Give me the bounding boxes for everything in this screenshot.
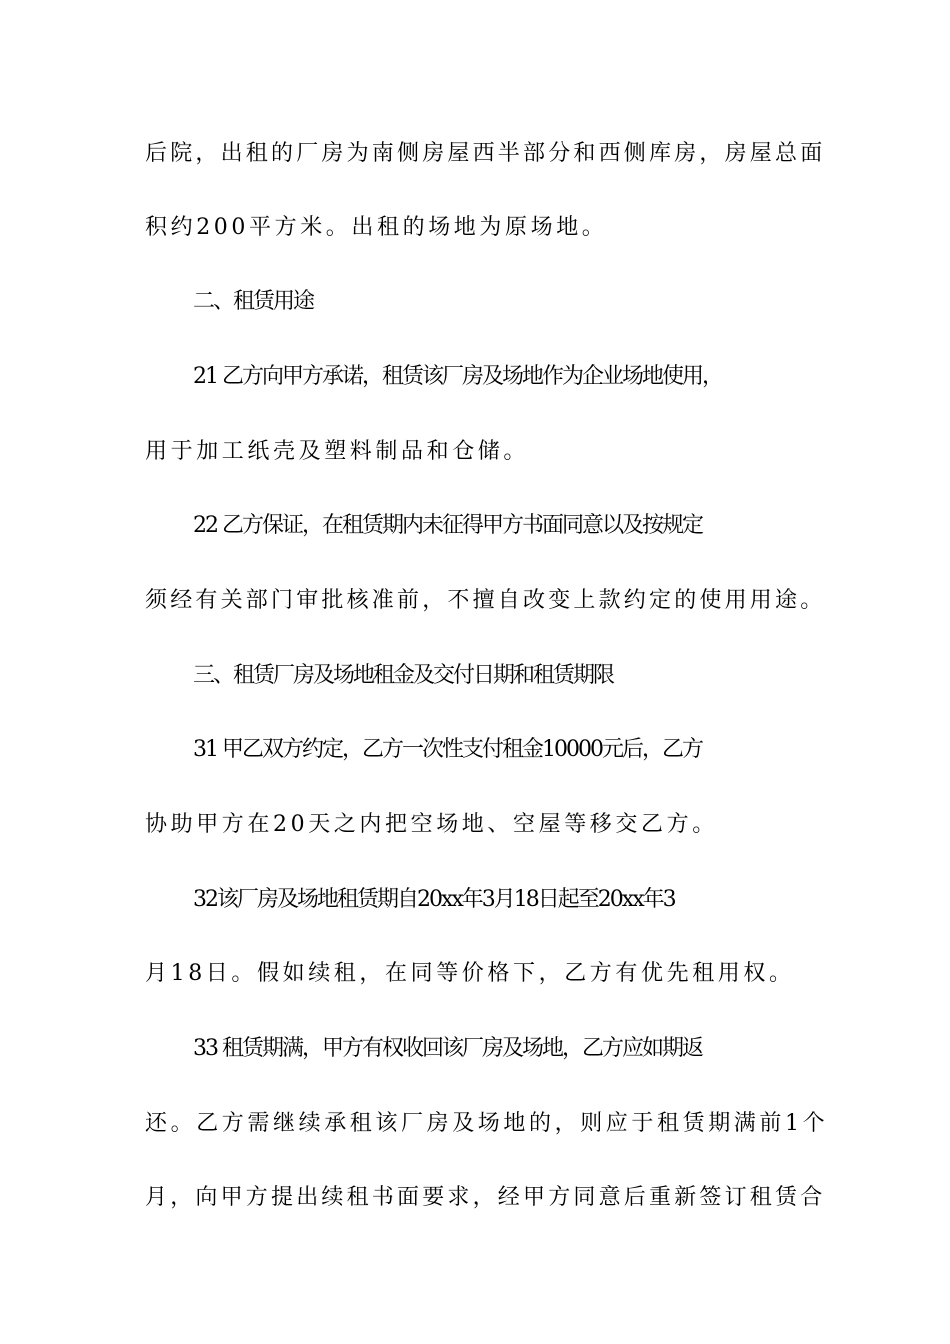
text-line: 22 乙方保证，在租赁期内未征得甲方书面同意以及按规定 [193,513,702,538]
text-line: 33 租赁期满，甲方有权收回该厂房及场地，乙方应如期返 [193,1036,702,1061]
text-line: 后院，出租的厂房为南侧房屋西半部分和西侧库房，房屋总面 [145,141,826,166]
text-line: 21 乙方向甲方承诺，租赁该厂房及场地作为企业场地使用， [193,364,722,389]
text-line: 月18日。假如续租，在同等价格下，乙方有优先租用权。 [145,961,795,986]
text-line: 积约200平方米。出租的场地为原场地。 [145,215,608,240]
text-line: 用于加工纸壳及塑料制品和仓储。 [145,439,530,464]
text-line: 须经有关部门审批核准前，不擅自改变上款约定的使用用途。 [145,588,826,613]
section-heading: 三、租赁厂房及场地租金及交付日期和租赁期限 [193,663,614,688]
text-line: 32该厂房及场地租赁期自20xx年3月18日起至20xx年3 [193,887,675,912]
text-line: 31 甲乙双方约定，乙方一次性支付租金10000元后，乙方 [193,737,702,762]
text-line: 协助甲方在20天之内把空场地、空屋等移交乙方。 [145,812,718,837]
text-line: 还。乙方需继续承租该厂房及场地的，则应于租赁期满前1个 [145,1111,829,1136]
section-heading: 二、租赁用途 [193,289,314,314]
text-line: 月，向甲方提出续租书面要求，经甲方同意后重新签订租赁合 [145,1185,826,1210]
